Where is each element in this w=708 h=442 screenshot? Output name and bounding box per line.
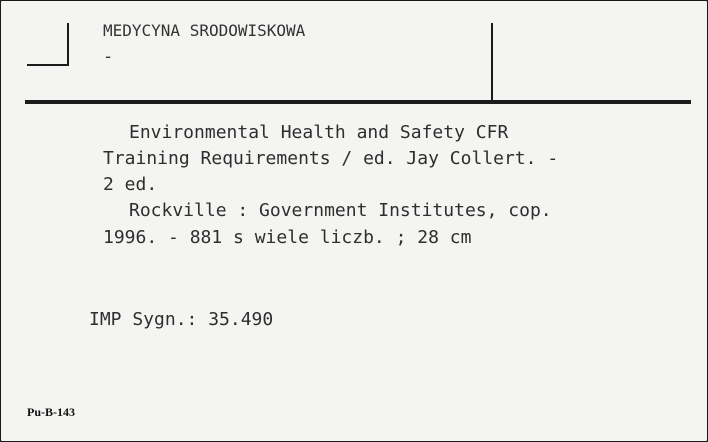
card-stamp-code: Pu-B-143 (27, 405, 75, 419)
physical-description-line: 1996. - 881 s wiele liczb. ; 28 cm (103, 227, 472, 248)
subject-heading: MEDYCYNA SRODOWISKOWA (103, 21, 306, 40)
corner-mark-horizontal (27, 64, 69, 66)
header-rule (25, 100, 691, 104)
publisher-line: Rockville : Government Institutes, cop. (129, 200, 552, 221)
edition-line: 2 ed. (103, 174, 158, 195)
subject-subheading-dash: - (103, 47, 114, 67)
title-line-2: Training Requirements / ed. Jay Collert. - (103, 148, 559, 169)
title-line-1: Environmental Health and Safety CFR (129, 122, 509, 143)
call-number: IMP Sygn.: 35.490 (89, 309, 274, 330)
corner-mark-vertical (67, 23, 69, 65)
header-divider-vertical (491, 23, 493, 101)
